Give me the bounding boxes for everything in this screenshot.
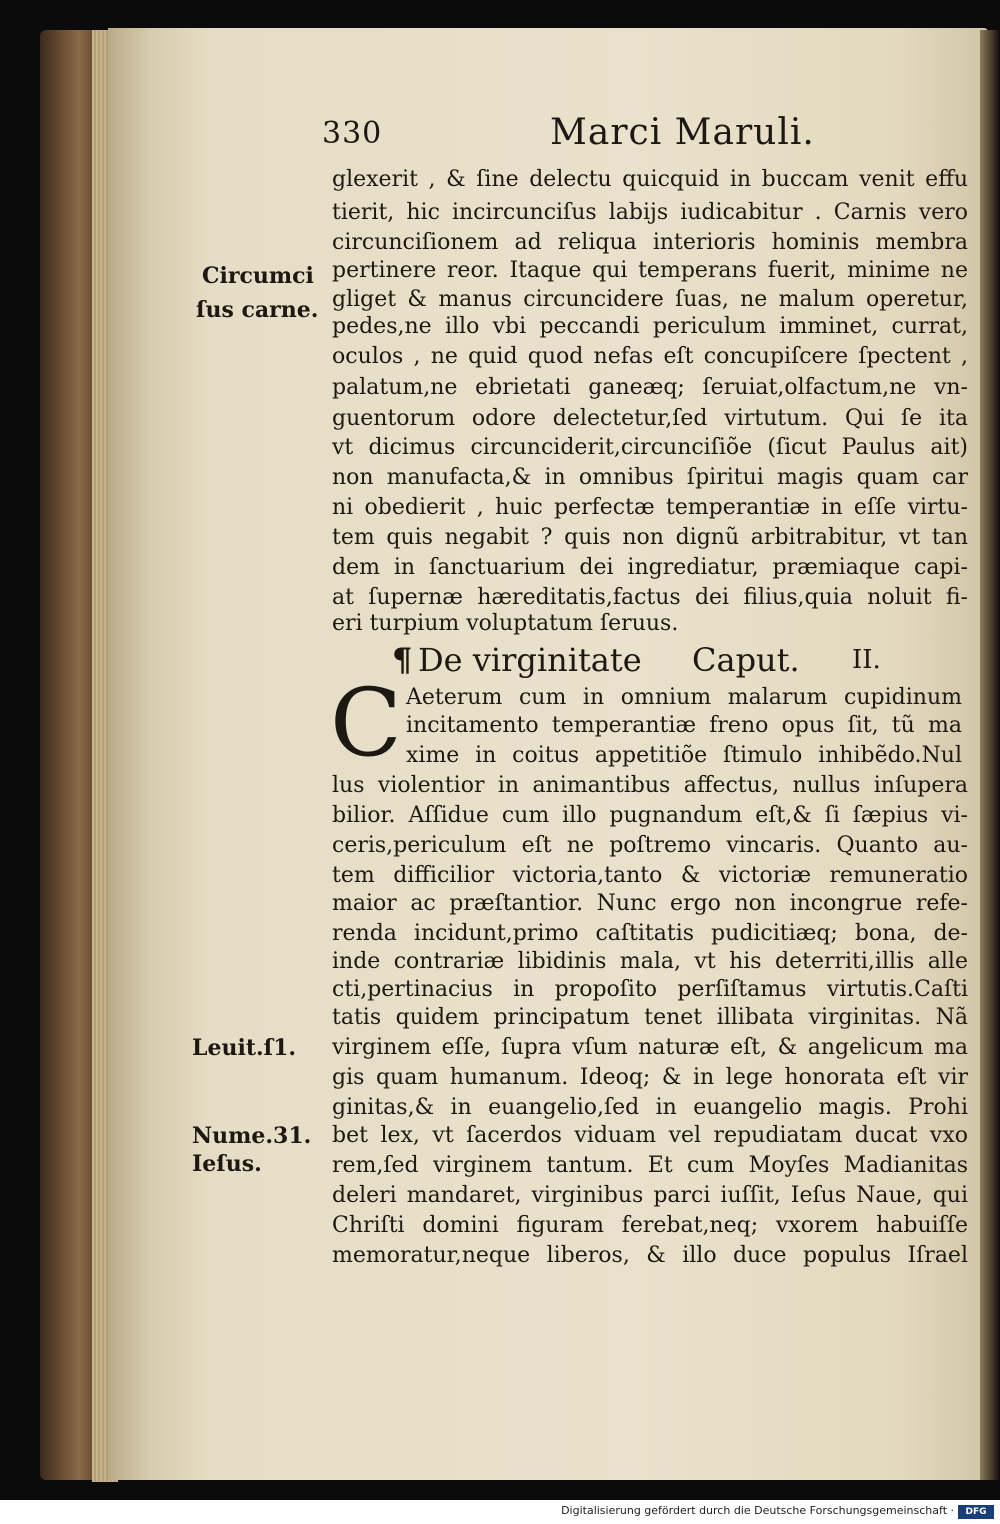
text-line: circunciſionem ad reliqua interioris hominis membra bbox=[332, 230, 968, 255]
margin-note: Nume.31. bbox=[192, 1123, 312, 1149]
drop-cap-letter: C bbox=[330, 669, 402, 778]
margin-note: Circumci bbox=[202, 263, 314, 289]
text-line: renda incidunt,primo caſtitatis pudicitiæq; bona, de- bbox=[332, 921, 968, 946]
text-line: rem,ſed virginem tantum. Et cum Moyſes Madianitas bbox=[332, 1153, 968, 1178]
text-line: ginitas,& in euangelio,ſed in euangelio magis. Prohi bbox=[332, 1095, 968, 1120]
text-line: Aeterum cum in omnium malarum cupidinum bbox=[406, 685, 962, 710]
margin-note: Leuit.ſ1. bbox=[192, 1035, 297, 1061]
text-line: ceris,periculum eſt ne poſtremo vincaris. Quanto au- bbox=[332, 833, 968, 858]
text-line: bilior. Aſſidue cum illo pugnandum eſt,& ſi ſæpius vi- bbox=[332, 803, 968, 828]
text-line: pertinere reor. Itaque qui temperans fuerit, minime ne bbox=[332, 258, 968, 283]
text-line: eri turpium voluptatum ſeruus. bbox=[332, 611, 679, 636]
text-line: memoratur,neque liberos, & illo duce populus Iſrael bbox=[332, 1243, 968, 1268]
text-line: cti,pertinacius in propoſito perſiſtamus virtutis.Caſti bbox=[332, 977, 968, 1002]
drop-cap bbox=[330, 669, 404, 778]
text-line: incitamento temperantiæ freno opus ſit, tũ ma bbox=[406, 713, 962, 738]
text-line: palatum,ne ebrietati ganeæq; ſeruiat,olfactum,ne vn- bbox=[332, 375, 968, 400]
dfg-logo: DFG bbox=[958, 1505, 994, 1519]
chapter-heading bbox=[392, 638, 952, 682]
text-line: xime in coitus appetitiõe ſtimulo inhibẽdo.Nul bbox=[406, 743, 962, 768]
pilcrow-mark: ¶ bbox=[392, 641, 413, 679]
text-line: deleri mandaret, virginibus parci iuſſit, Ieſus Naue, qui bbox=[332, 1183, 968, 1208]
chapter-number: II. bbox=[852, 645, 881, 675]
text-line: at ſupernæ hæreditatis,factus dei filius,quia noluit fi- bbox=[332, 585, 968, 610]
text-line: guentorum odore delectetur,ſed virtutum. Qui ſe ita bbox=[332, 406, 968, 431]
running-head: Marci Maruli. bbox=[550, 112, 815, 153]
text-line: gis quam humanum. Ideoq; & in lege honorata eſt vir bbox=[332, 1065, 968, 1090]
text-line: Chriſti domini figuram ferebat,neq; vxorem habuiſſe bbox=[332, 1213, 968, 1238]
text-line: virginem eſſe, ſupra vſum naturæ eſt, & angelicum ma bbox=[332, 1035, 968, 1060]
text-line: tem difficilior victoria,tanto & victoriæ remuneratio bbox=[332, 863, 968, 888]
chapter-caput: Caput. bbox=[692, 641, 800, 679]
text-line: tatis quidem principatum tenet illibata virginitas. Nã bbox=[332, 1005, 968, 1030]
text-line: inde contrariæ libidinis mala, vt his deterriti,illis alle bbox=[332, 949, 968, 974]
funding-credit: Digitalisierung gefördert durch die Deutsche Forschungsgemeinschaft · bbox=[561, 1504, 954, 1517]
text-line: tierit, hic incircunciſus labijs iudicabitur . Carnis vero bbox=[332, 200, 968, 225]
text-line: maior ac præſtantior. Nunc ergo non incongrue refe- bbox=[332, 891, 968, 916]
text-line: pedes,ne illo vbi peccandi periculum imminet, currat, bbox=[332, 314, 968, 339]
text-line: gliget & manus circuncidere ſuas, ne malum operetur, bbox=[332, 287, 968, 312]
margin-note: ſus carne. bbox=[196, 297, 319, 323]
text-line: glexerit , & ſine delectu quicquid in buccam venit effu bbox=[332, 167, 968, 192]
text-line: lus violentior in animantibus affectus, nullus inſupera bbox=[332, 773, 968, 798]
page-number: 330 bbox=[322, 116, 383, 151]
text-line: tem quis negabit ? quis non dignũ arbitrabitur, vt tan bbox=[332, 525, 968, 550]
book-gutter bbox=[980, 30, 1000, 1480]
text-line: bet lex, vt ſacerdos viduam vel repudiatam ducat vxo bbox=[332, 1123, 968, 1148]
text-line: non manufacta,& in omnibus ſpiritui magis quam car bbox=[332, 465, 968, 490]
text-line: ni obedierit , huic perfectæ temperantiæ in eſſe virtu- bbox=[332, 495, 968, 520]
text-line: vt dicimus circunciderit,circunciſiõe (ſicut Paulus ait) bbox=[332, 435, 968, 460]
footer bbox=[0, 1500, 1000, 1524]
page-header bbox=[322, 112, 942, 160]
text-line: oculos , ne quid quod nefas eſt concupiſcere ſpectent , bbox=[332, 344, 968, 369]
text-line: dem in ſanctuarium dei ingrediatur, præmiaque capi- bbox=[332, 555, 968, 580]
margin-note: Ieſus. bbox=[192, 1151, 262, 1177]
chapter-title: De virginitate bbox=[418, 641, 642, 679]
